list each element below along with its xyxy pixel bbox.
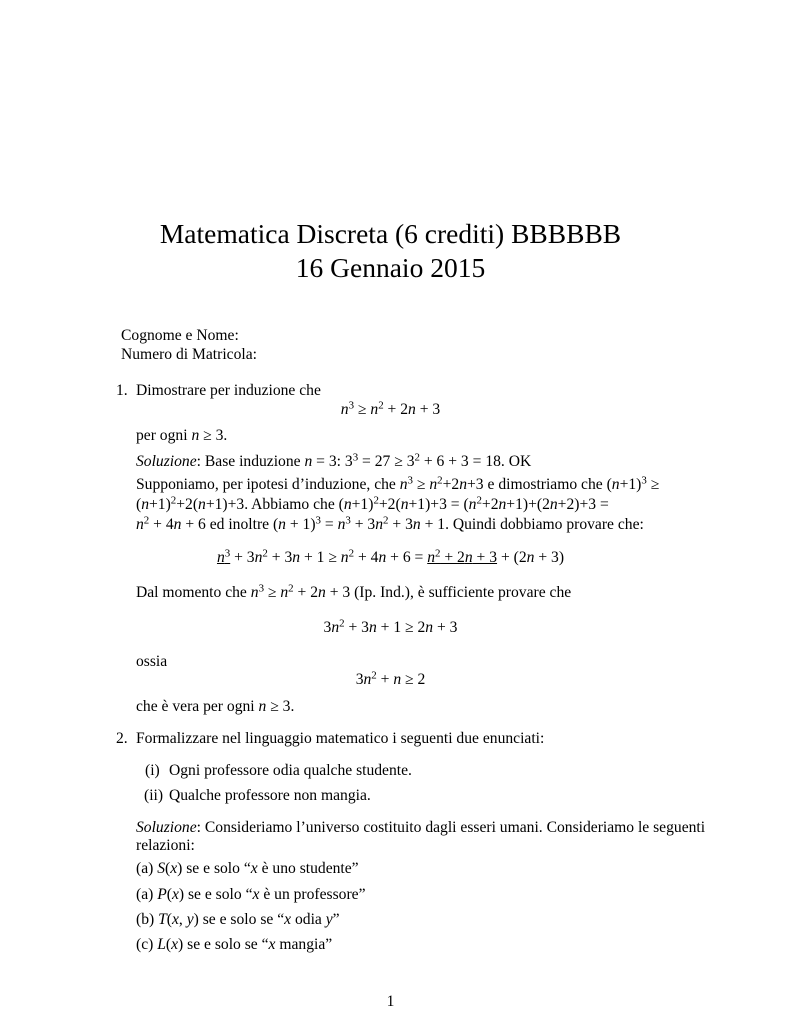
q2-item-text: Qualche professore non mangia. bbox=[169, 787, 371, 804]
q1-sufficient-inequality: $3n^2 + 3n + 1 \ge 2n + 3$ bbox=[323, 617, 458, 636]
q1-base-case: Soluzione: Base induzione n = 3: $3^3 = 27 \ge 3^2 + 6 + 3 = 18$. OK bbox=[136, 451, 532, 470]
q1-final-inequality: $3n^2 + n \ge 2$ bbox=[355, 669, 426, 688]
q1-prompt: Dimostrare per induzione che bbox=[136, 382, 321, 399]
exam-title: Matematica Discreta (6 crediti) BBBBBB bbox=[159, 218, 622, 249]
q1-main-inequality: $n^3 + 3n^2 + 3n + 1 \ge n^2 + 4n + 6 = n^2 + 2n + 3 + (2n + 3)$ bbox=[216, 547, 565, 566]
q1-hypothesis-line3: $n^2 + 4n + 6$ ed inoltre $(n + 1)^3 = n^3 + 3n^2 + 3n + 1$. Quindi dobbiamo provare che: bbox=[136, 514, 644, 533]
relation-eats: (c) L(x) se e solo se “x mangia” bbox=[136, 936, 333, 953]
q1-hypothesis-line2: $(n+1)^2+2(n+1)+3$. Abbiamo che $(n+1)^2+2(n+1)+3 = (n^2+2n+1)+(2n+2)+3$ = bbox=[136, 494, 609, 513]
q1-formula: $n^3 \ge n^2 + 2n + 3$ bbox=[340, 399, 441, 418]
surname-label: Cognome e Nome: bbox=[121, 327, 239, 344]
solution-label: Soluzione bbox=[136, 453, 197, 470]
q1-for-all: per ogni n ≥ 3. bbox=[136, 427, 228, 444]
exam-date: 16 Gennaio 2015 bbox=[295, 252, 486, 283]
relation-professor: (a) P(x) se e solo “x è un professore” bbox=[136, 886, 366, 903]
q2-item-text: Ogni professore odia qualche studente. bbox=[169, 762, 412, 779]
q1-reduction: Dal momento che $n^3 \ge n^2 + 2n + 3$ (Ip. Ind.), è sufficiente provare che bbox=[136, 582, 572, 601]
q2-relazioni: relazioni: bbox=[136, 837, 195, 854]
relation-student: (a) S(x) se e solo “x è uno studente” bbox=[136, 860, 359, 877]
q1-ossia: ossia bbox=[136, 653, 168, 670]
q1-conclusion: che è vera per ogni n ≥ 3. bbox=[136, 698, 295, 715]
q2-item-marker: (ii) bbox=[144, 787, 164, 804]
relation-hates: (b) T(x, y) se e solo se “x odia y” bbox=[136, 911, 340, 928]
q1-number: 1. bbox=[116, 382, 128, 399]
q2-item-marker: (i) bbox=[145, 762, 160, 779]
matricola-label: Numero di Matricola: bbox=[121, 346, 257, 363]
q2-number: 2. bbox=[116, 730, 128, 747]
q2-solution: Soluzione: Consideriamo l’universo costituito dagli esseri umani. Consideriamo le seguenti bbox=[136, 819, 706, 836]
q1-hypothesis-line1: Supponiamo, per ipotesi d’induzione, che $n^3 \ge n^2+2n+3$ e dimostriamo che $(n+1)^3$ ≥ bbox=[136, 474, 660, 493]
q2-prompt: Formalizzare nel linguaggio matematico i seguenti due enunciati: bbox=[136, 730, 545, 747]
page-number: 1 bbox=[386, 993, 395, 1010]
solution-label: Soluzione bbox=[136, 819, 197, 836]
